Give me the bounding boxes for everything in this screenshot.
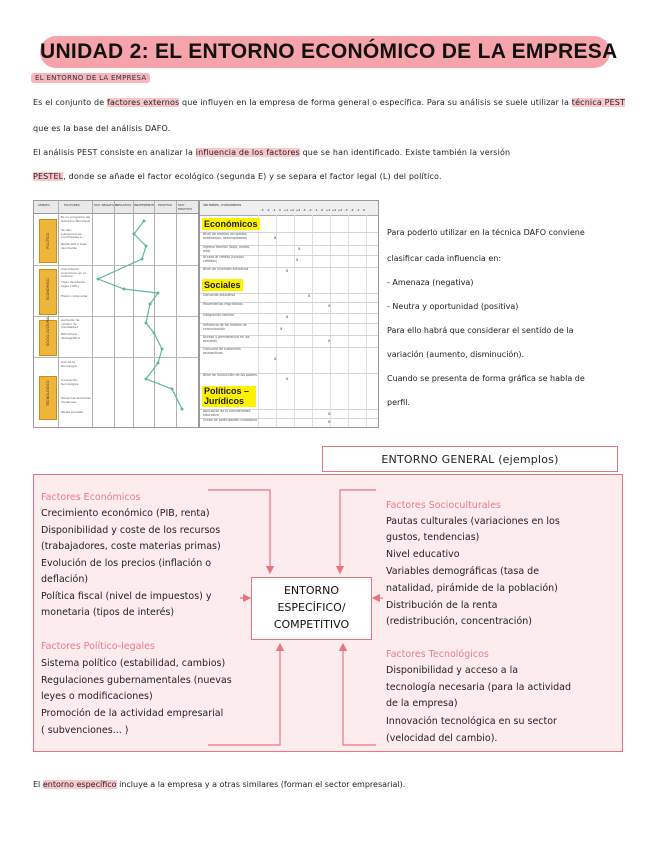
pest-factor-cell: Uso de la tecnología	[61, 360, 77, 368]
general-environment-label: ENTORNO GENERAL (ejemplos)	[322, 446, 618, 472]
pest-factor-cell: Pocas herramientas modernas	[61, 396, 91, 404]
factor-item: Distribución de la renta	[386, 600, 498, 611]
scale-tick: -1	[314, 208, 318, 212]
indicator-mark: x	[328, 419, 331, 424]
pest-header-cell: MUY NEGATIVO	[94, 203, 117, 207]
pest-header-cell: INDIFERENTE	[134, 203, 154, 207]
closing-text: incluye a la empresa y a otras similares (forman el sector empresarial).	[119, 780, 406, 789]
factor-item: Pautas culturales (variaciones en los	[386, 516, 560, 527]
pest-header-cell: FACTORES	[64, 203, 80, 207]
pest-header-cell: MUY POSITIVO	[178, 203, 193, 211]
intro-line-2: que es la base del análisis DAFO.	[33, 124, 171, 133]
indicators-header-label: Variables, indicadores	[203, 203, 242, 207]
indicator-label: Consumo de sustancias psicoactivas	[203, 347, 241, 355]
indicator-label: Nivel de instrucción de los padres	[203, 373, 257, 377]
factor-item: Innovación tecnológica en su sector	[386, 716, 557, 727]
highlight-factors-influence: influencia de los factores	[195, 148, 300, 157]
pest-band-label: ECONÓMICO	[46, 277, 50, 300]
factor-item: (trabajadores, coste materias primas)	[41, 541, 221, 552]
page-title: UNIDAD 2: EL ENTORNO ECONÓMICO DE LA EMPRESA	[40, 40, 618, 63]
section-subtitle: EL ENTORNO DE LA EMPRESA	[31, 73, 150, 83]
factor-item: Crecimiento económico (PIB, renta)	[41, 508, 210, 519]
scale-tick: +3	[337, 208, 343, 212]
dafo-note-line: Cuando se presenta de forma gráfica se habla de	[387, 374, 585, 383]
scale-tick: +1	[283, 208, 289, 212]
intro-text: que se han identificado. Existe también la versión	[302, 148, 511, 157]
section-label-economic: Económicos	[204, 219, 258, 229]
factor-item: Promoción de la actividad empresarial	[41, 708, 224, 719]
political-factors-heading: Factores Político-legales	[41, 641, 155, 652]
indicator-label: Ingreso familiar (bajo, medio, alto)	[203, 245, 250, 253]
factor-item: leyes o modificaciones)	[41, 691, 153, 702]
highlight-external-factors: factores externos	[107, 98, 180, 107]
economic-factors-heading: Factores Económicos	[41, 492, 141, 503]
scale-tick: 0	[363, 208, 365, 212]
pest-factor-cell: Es un programa del Gobierno Municipal	[61, 215, 91, 223]
center-label-line: COMPETITIVO	[273, 618, 350, 631]
section-label-social: Sociales	[204, 280, 241, 290]
intro-text: , donde se añade el factor ecológico (segunda E) y se separa el factor legal (L) del político.	[63, 172, 442, 181]
section-label-political: Políticos – Jurídicos	[202, 386, 256, 407]
indicator-label: Demanda educativa	[203, 293, 236, 297]
factor-item: deflación)	[41, 574, 89, 585]
highlight-specific-environment: entorno específico	[42, 780, 117, 789]
pest-header-cell: ÁMBITO	[38, 203, 50, 207]
scale-tick: -1	[272, 208, 276, 212]
scale-tick: +2	[289, 208, 295, 212]
pest-band-label: TECNOLÓGICO	[46, 380, 50, 406]
pest-band-label: POLÍTICO	[46, 232, 50, 249]
pest-factor-cell: Se dan subvenciones municipales a...	[61, 228, 85, 240]
dafo-note-line: variación (aumento, disminución).	[387, 350, 525, 359]
intro-text: Es el conjunto de	[33, 98, 105, 107]
indicator-mark: x	[274, 235, 277, 240]
factor-item: (velocidad del cambio).	[386, 733, 498, 744]
indicator-label: Aplicación de la normatividad educativa	[203, 409, 251, 417]
scale-tick: 0	[279, 208, 281, 212]
scale-tick: -3	[260, 208, 264, 212]
indicator-mark: x	[286, 314, 289, 319]
indicator-label: Grado de participación ciudadana	[203, 418, 257, 422]
indicator-mark: x	[328, 338, 331, 343]
factor-item: gustos, tendencias)	[386, 532, 480, 543]
factor-item: Evolución de los precios (inflación o	[41, 558, 212, 569]
scale-tick: +3	[295, 208, 301, 212]
indicator-mark: x	[274, 356, 277, 361]
specific-environment-box	[251, 577, 372, 640]
pest-header-cell: NEGATIVO	[116, 203, 132, 207]
pest-factor-cell: Estructura demográfica	[61, 332, 80, 340]
indicator-mark: x	[328, 411, 331, 416]
factor-item: Nivel educativo	[386, 549, 460, 560]
dafo-note-line: Para ello habrá que considerar el sentido de la	[387, 326, 574, 335]
indicator-mark: x	[328, 303, 331, 308]
factor-item: Sistema político (estabilidad, cambios)	[41, 658, 226, 669]
factor-item: Variables demográficas (tasa de	[386, 566, 540, 577]
pest-factor-cell: Innovación tecnológica	[61, 378, 79, 386]
scale-tick: +1	[325, 208, 331, 212]
scale-tick: -3	[302, 208, 306, 212]
factor-item: (redistribución, concentración)	[386, 616, 532, 627]
indicator-mark: x	[280, 326, 283, 331]
pest-factor-cell: Aumento de cambio de mentalidad	[61, 318, 80, 330]
factor-item: Disponibilidad y coste de los recursos	[41, 525, 221, 536]
indicator-label: Movimientos migratorios	[203, 302, 243, 306]
indicator-mark: x	[286, 376, 289, 381]
factor-item: natalidad, pirámide de la población)	[386, 583, 558, 594]
scale-tick: -3	[344, 208, 348, 212]
sociocultural-factors-heading: Factores Socioculturales	[386, 500, 501, 511]
indicator-mark: x	[308, 293, 311, 298]
dafo-note-line: perfil.	[387, 398, 411, 407]
factor-item: de la empresa)	[386, 698, 458, 709]
factor-item: monetaria (tipos de interés)	[41, 607, 175, 618]
scale-tick: -1	[356, 208, 360, 212]
scale-tick: -2	[308, 208, 312, 212]
indicator-label: Acceso al crédito (nuevos créditos)	[203, 255, 244, 263]
indicator-mark: x	[296, 257, 299, 262]
pest-factor-cell: Redes sociales	[61, 410, 84, 414]
intro-text: El análisis PEST consiste en analizar la	[33, 148, 194, 157]
factor-item: ( subvenciones... )	[41, 725, 129, 736]
center-label-line: ESPECÍFICO/	[277, 601, 346, 614]
dafo-note-line: Para poderlo utilizar en la técnica DAFO conviene	[387, 228, 585, 237]
dafo-note-line: clasificar cada influencia en:	[387, 254, 502, 263]
indicator-label: Acceso y permanencia en las escuelas	[203, 335, 250, 343]
factor-item: tecnología necesaria (para la actividad	[386, 682, 572, 693]
factor-item: Política fiscal (nivel de impuestos) y	[41, 591, 212, 602]
dafo-note-line: - Amenaza (negativa)	[387, 278, 474, 287]
highlight-pest: técnica PEST	[571, 98, 626, 107]
factor-item: Regulaciones gubernamentales (nuevas	[41, 675, 232, 686]
pest-band-label: SOCIO-CULTURAL	[46, 315, 50, 346]
scale-tick: +2	[331, 208, 337, 212]
indicator-mark: x	[298, 246, 301, 251]
highlight-pestel: PESTEL	[33, 172, 64, 181]
technological-factors-heading: Factores Tecnológicos	[386, 649, 489, 660]
indicator-label: Influencia de los medios de comunicación	[203, 323, 247, 331]
pest-factor-cell: Renta alta o baja del cliente	[61, 242, 87, 250]
pest-factor-cell: Tipos de interés bajos (10%)	[61, 280, 85, 288]
factor-item: Disponibilidad y acceso a la	[386, 665, 519, 676]
scale-tick: -2	[266, 208, 270, 212]
center-label-line: ENTORNO	[283, 584, 340, 597]
closing-note	[33, 780, 405, 789]
pest-factor-cell: Precio cuota solar	[61, 294, 88, 298]
dafo-note-line: - Neutra y oportunidad (positiva)	[387, 302, 519, 311]
indicator-mark: x	[286, 268, 289, 273]
scale-tick: 0	[321, 208, 323, 212]
indicator-label: Integración familiar	[203, 313, 235, 317]
indicator-label: Nivel de empleo (ocupados, autónomos, desempleados)	[203, 232, 248, 240]
scale-tick: -2	[350, 208, 354, 212]
indicator-label: Nivel de inversión educativa	[203, 267, 249, 271]
intro-text: que influyen en la empresa de forma general o específica. Para su análisis se suele utilizar la	[182, 98, 570, 107]
closing-text: El	[33, 780, 41, 789]
pest-factor-cell: Crecimiento económico en el entorno	[61, 267, 86, 279]
pest-header-cell: POSITIVO	[158, 203, 173, 207]
